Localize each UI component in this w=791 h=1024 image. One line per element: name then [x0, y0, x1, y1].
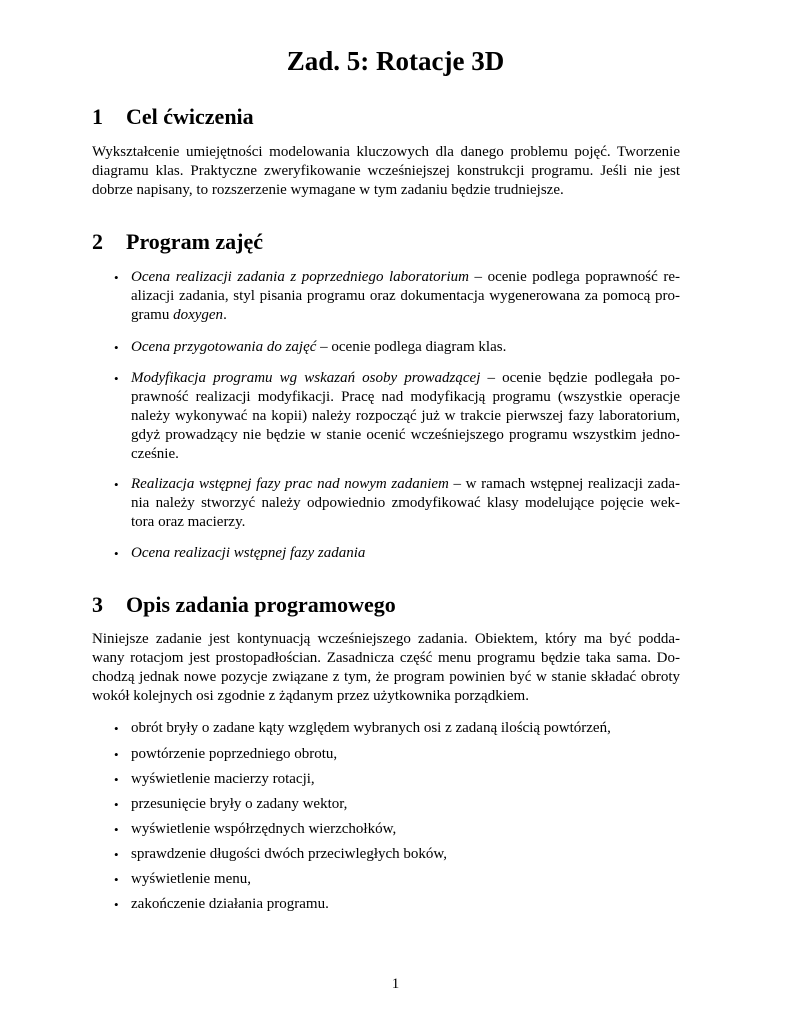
item-line: wyświetlenie macierzy rotacji,	[131, 771, 315, 787]
item-emphasis: Ocena przygotowania do zajęć	[131, 339, 317, 355]
item-line: wyświetlenie menu,	[131, 871, 251, 887]
section-1-number: 1	[92, 104, 103, 129]
item-emphasis: Modyfikacja programu wg wskazań osoby prowadzącej	[131, 370, 481, 386]
section-3-number: 3	[92, 592, 103, 617]
item-line	[131, 268, 680, 287]
item-line	[131, 369, 680, 388]
bullet-icon: •	[114, 822, 119, 837]
item-line: przesunięcie bryły o zadany wektor,	[131, 796, 348, 812]
paragraph-line: wokół kolejnych osi zgodnie z żądanym przez użytkownika porządkiem.	[92, 688, 529, 704]
bullet-icon: •	[114, 797, 119, 812]
paragraph-line: chodzą jednak nowe pozycje związane z tym, że program powinien być w stanie składać obroty	[92, 669, 680, 685]
item-line: tora oraz macierzy.	[131, 514, 246, 530]
item-line	[131, 306, 680, 325]
list-item	[92, 719, 680, 738]
list-item	[92, 338, 680, 357]
item-emphasis: doxygen	[173, 307, 224, 323]
item-text: gramu	[131, 307, 174, 323]
section-2-number: 2	[92, 229, 103, 254]
bullet-icon: •	[114, 477, 119, 492]
bullet-icon: •	[114, 546, 119, 561]
item-text: – ocenie podlega poprawność re-	[469, 269, 680, 285]
item-line: nia należy stworzyć należy odpowiednio zmodyfikować klasy modelujące pojęcie wek-	[131, 495, 680, 511]
item-line	[131, 338, 680, 357]
item-emphasis: Realizacja wstępnej fazy prac nad nowym zadaniem	[131, 476, 449, 492]
list-item	[92, 770, 680, 789]
list-item	[92, 268, 680, 325]
list-item	[92, 845, 680, 864]
bullet-icon: •	[114, 897, 119, 912]
item-emphasis: Ocena realizacji zadania z poprzedniego laboratorium	[131, 269, 469, 285]
section-3-title: Opis zadania programowego	[126, 592, 396, 617]
section-2-heading	[92, 228, 263, 256]
item-line	[131, 475, 680, 494]
bullet-icon: •	[114, 371, 119, 386]
paragraph-line: diagramu klas. Praktyczne zweryfikowanie wcześniejszej konstrukcji programu. Jeśli nie jest	[92, 163, 680, 179]
list-item	[92, 820, 680, 839]
item-line: sprawdzenie długości dwóch przeciwległych boków,	[131, 846, 448, 862]
bullet-icon: •	[114, 270, 119, 285]
bullet-icon: •	[114, 872, 119, 887]
section-1-heading	[92, 103, 254, 131]
document-title: Zad. 5: Rotacje 3D	[286, 46, 505, 76]
paragraph-line: Niniejsze zadanie jest kontynuacją wcześniejszego zadania. Obiektem, który ma być podda-	[92, 631, 680, 647]
item-line: gdyż prowadzący nie będzie w stanie ocenić wcześniejszego programu wszystkim jedno-	[131, 427, 680, 443]
bullet-icon: •	[114, 721, 119, 736]
paragraph-line: dobrze napisany, to rozszerzenie wymagane w tym zadaniu będzie trudniejsze.	[92, 182, 564, 198]
item-text: – ocenie będzie podlegała po-	[480, 370, 680, 386]
list-item	[92, 745, 680, 764]
section-1-title: Cel ćwiczenia	[126, 104, 254, 129]
paragraph-line: wany rotacjom jest prostopadłościan. Zasadnicza część menu programu będzie taka sama. Do-	[92, 650, 680, 666]
item-emphasis: Ocena realizacji wstępnej fazy zadania	[131, 545, 366, 561]
item-line: należy wykonywać na kopii) należy rozpocząć już w trakcie pierwszej fazy laboratorium,	[131, 408, 680, 424]
item-line	[131, 544, 680, 563]
item-text: – ocenie podlega diagram klas.	[316, 339, 507, 355]
item-text: .	[223, 307, 227, 323]
item-line: prawność realizacji modyfikacji. Pracę nad modyfikacją programu (wszystkie operacje	[131, 389, 680, 405]
paragraph-line: Wykształcenie umiejętności modelowania kluczowych dla danego problemu pojęć. Tworzenie	[92, 144, 680, 160]
section-3-heading	[92, 591, 396, 619]
item-text: – w ramach wstępnej realizacji zada-	[448, 476, 680, 492]
list-item	[92, 369, 680, 464]
item-line: zakończenie działania programu.	[131, 896, 329, 912]
section-2-title: Program zajęć	[126, 229, 264, 254]
bullet-icon: •	[114, 747, 119, 762]
list-item	[92, 475, 680, 532]
item-line: cześnie.	[131, 446, 179, 462]
bullet-icon: •	[114, 772, 119, 787]
item-line: wyświetlenie współrzędnych wierzchołków,	[131, 821, 397, 837]
item-line: obrót bryły o zadane kąty względem wybranych osi z zadaną ilością powtórzeń,	[131, 720, 611, 736]
item-line: powtórzenie poprzedniego obrotu,	[131, 746, 338, 762]
bullet-icon: •	[114, 340, 119, 355]
list-item	[92, 895, 680, 914]
item-line: alizacji zadania, styl pisania programu oraz dokumentacja wygenerowana za pomocą pro-	[131, 288, 680, 304]
page-number: 1	[391, 976, 400, 992]
section-3-paragraph	[92, 630, 680, 706]
list-item	[92, 870, 680, 889]
bullet-icon: •	[114, 847, 119, 862]
section-1-paragraph	[92, 143, 680, 200]
list-item	[92, 795, 680, 814]
list-item	[92, 544, 680, 563]
